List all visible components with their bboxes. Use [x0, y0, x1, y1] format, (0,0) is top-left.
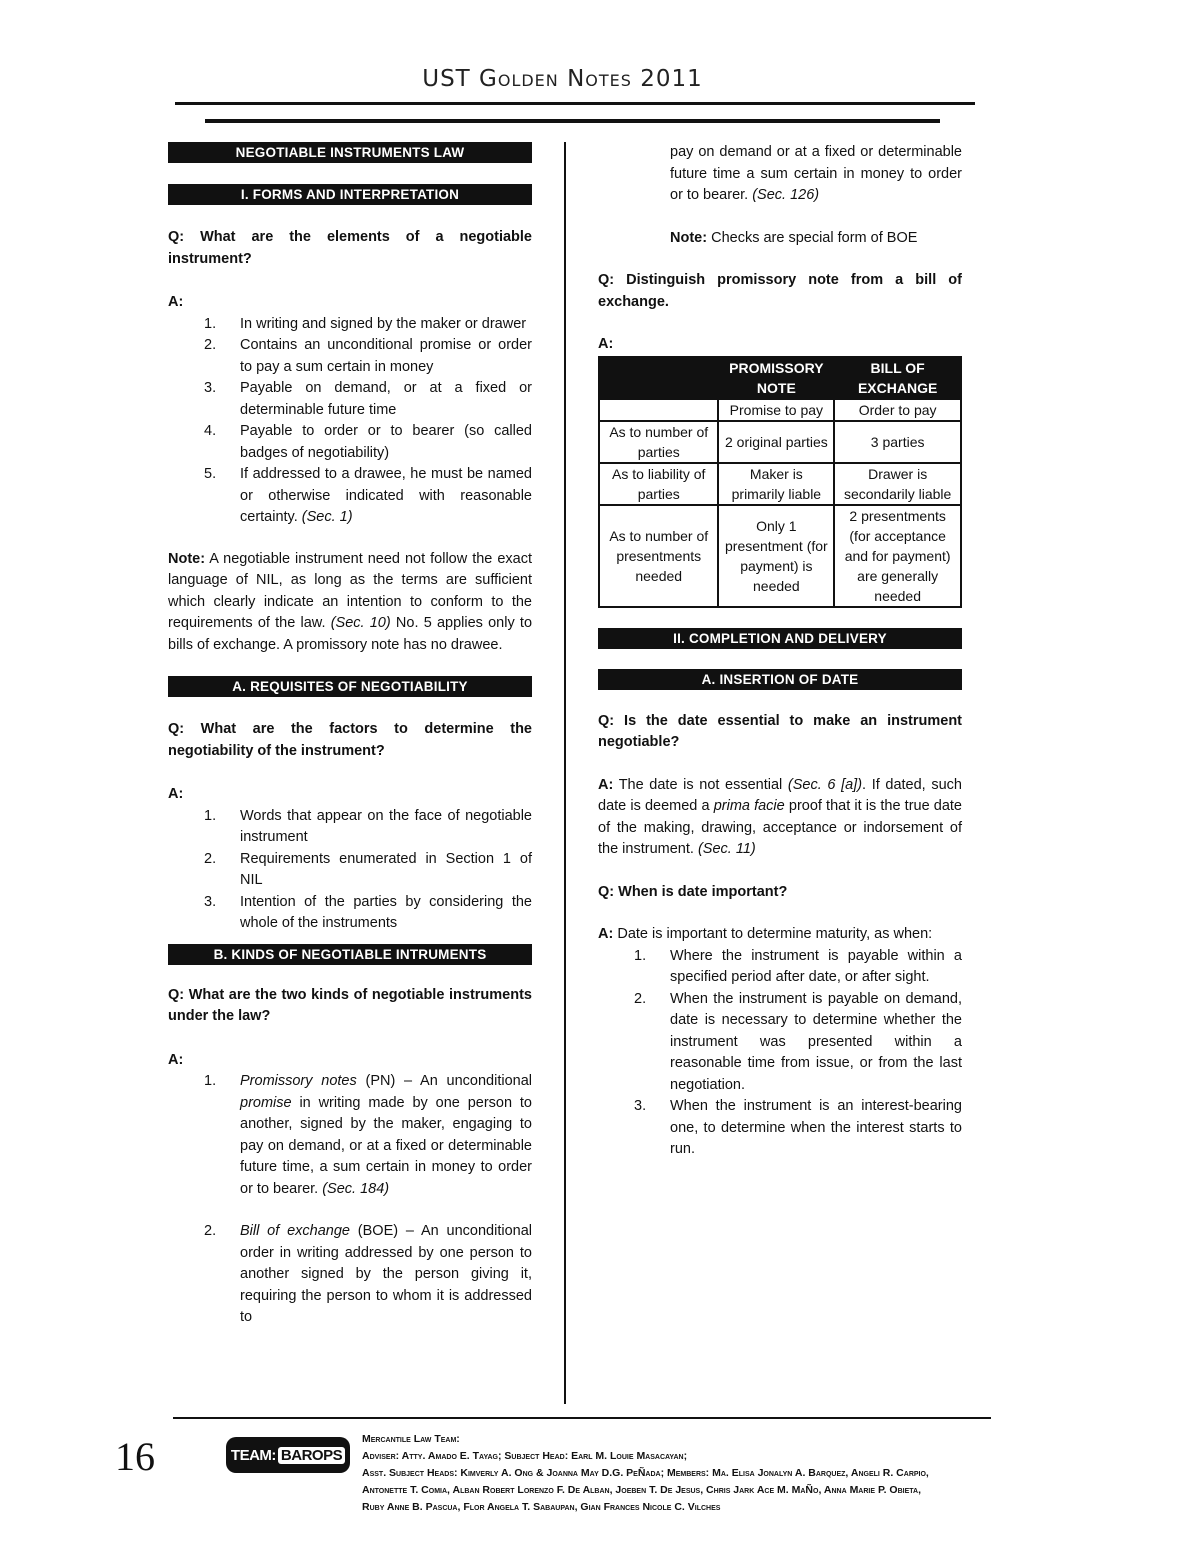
- kinds-list: [168, 1071, 532, 1329]
- boe-continuation: pay on demand or at a fixed or determinable future time a sum certain in money to order or to bearer. (Sec. 126): [670, 144, 962, 203]
- table-cell: 2 presentments (for acceptance and for payment) are generally needed: [834, 505, 961, 607]
- section-bar-requisites: A. REQUISITES OF NEGOTIABILITY: [168, 676, 532, 697]
- table-cell: As to number of parties: [599, 421, 718, 463]
- table-header-cell: BILL OF EXCHANGE: [834, 357, 961, 399]
- section-bar-kinds: B. KINDS OF NEGOTIABLE INTRUMENTS: [168, 944, 532, 965]
- table-cell: Promise to pay: [718, 399, 834, 421]
- answer-label: A:: [598, 336, 614, 352]
- table-cell: Order to pay: [834, 399, 961, 421]
- list-item: 2. Bill of exchange (BOE) – An unconditional order in writing addressed by one person to another signed by the person giving it, requiring the person to whom it is addressed to: [204, 1223, 532, 1325]
- question-distinguish: Q: Distinguish promissory note from a bill of exchange.: [598, 272, 962, 310]
- credits-line: Mercantile Law Team:: [362, 1433, 460, 1445]
- table-row: [599, 463, 961, 505]
- table-cell: As to number of presentments needed: [599, 505, 718, 607]
- credits-line: Ruby Anne B. Pascua, Flor Angela T. Sabaupan, Gian Frances Nicole C. Vilches: [362, 1501, 721, 1513]
- list-item: 1. Promissory notes (PN) – An unconditional promise in writing made by one person to another, signed by the maker, engaging to pay on demand, or at a fixed or determinable future time, a sum certain in money to order or to bearer. (Sec. 184): [204, 1073, 532, 1197]
- list-item: 3. When the instrument is an interest-bearing one, to determine when the interest starts to run.: [634, 1098, 962, 1157]
- section-bar-completion: II. COMPLETION AND DELIVERY: [598, 628, 962, 649]
- question-factors: Q: What are the factors to determine the negotiability of the instrument?: [168, 721, 532, 759]
- right-column: [598, 142, 962, 1161]
- answer-label: A:: [168, 786, 184, 802]
- list-item: 1. In writing and signed by the maker or drawer: [204, 315, 527, 332]
- section-bar-insertion: A. INSERTION OF DATE: [598, 669, 962, 690]
- table-row: [599, 399, 961, 421]
- header-rule-bottom: [205, 119, 940, 123]
- table-cell: Maker is primarily liable: [718, 463, 834, 505]
- comparison-table: [598, 356, 962, 608]
- table-header-row: [599, 357, 961, 399]
- note-checks: Note: Checks are special form of BOE: [670, 229, 918, 246]
- header-rule-top: [175, 102, 975, 105]
- list-item: 5. If addressed to a drawee, he must be named or otherwise indicated with reasonable certainty. (Sec. 1): [204, 466, 532, 525]
- table-row: [599, 421, 961, 463]
- credits-line: Adviser: Atty. Amado E. Tayag; Subject Head: Earl M. Louie Masacayan;: [362, 1450, 688, 1462]
- table-cell: Drawer is secondarily liable: [834, 463, 961, 505]
- list-item: 2. Requirements enumerated in Section 1 of NIL: [204, 850, 532, 888]
- question-date-important: Q: When is date important?: [598, 883, 788, 900]
- team-barops-logo: TEAM: BAROPS: [226, 1437, 350, 1473]
- elements-list: [168, 314, 532, 529]
- section-bar-nil: NEGOTIABLE INSTRUMENTS LAW: [168, 142, 532, 163]
- credits-line: Asst. Subject Heads: Kimverly A. Ong & Joanna May D.G. PeÑada; Members: Ma. Elisa Jonalyn A. Barquez, Angeli R. Carpio,: [362, 1467, 929, 1479]
- answer-date-important: A: Date is important to determine maturity, as when:: [598, 926, 933, 942]
- table-cell: As to liability of parties: [599, 463, 718, 505]
- list-item: 2. Contains an unconditional promise or order to pay a sum certain in money: [204, 337, 532, 375]
- citation: (Sec. 1): [301, 509, 353, 525]
- list-item: 1. Words that appear on the face of negotiable instrument: [204, 807, 532, 845]
- question-elements: Q: What are the elements of a negotiable instrument?: [168, 229, 532, 267]
- question-date-essential: Q: Is the date essential to make an instrument negotiable?: [598, 712, 962, 750]
- footer-rule: [173, 1417, 991, 1419]
- left-column: [168, 142, 532, 1329]
- table-cell: Only 1 presentment (for payment) is needed: [718, 505, 834, 607]
- table-header-cell: [599, 357, 718, 399]
- table-cell: 3 parties: [834, 421, 961, 463]
- table-header-cell: PROMISSORY NOTE: [718, 357, 834, 399]
- note-paragraph: Note: A negotiable instrument need not follow the exact language of NIL, as long as the terms are sufficient which clearly indicate an intention to conform to the requirements of the law. (Sec. 10) No. 5 applies only to bills of exchange. A promissory note has no drawee.: [168, 550, 533, 653]
- column-divider: [564, 142, 566, 1404]
- table-row: [599, 505, 961, 607]
- credits-line: Antonette T. Comia, Alban Robert Lorenzo F. De Alban, Joeben T. De Jesus, Chris Jark Ace M. MaÑo, Anna Marie P. Obieta,: [362, 1484, 922, 1496]
- answer-date-essential: A: The date is not essential (Sec. 6 [a]). If dated, such date is deemed a prima facie proof that it is the true date of the making, drawing, acceptance or indorsement of the instrument. (Sec. 11): [598, 776, 962, 857]
- list-item: 2. When the instrument is payable on demand, date is necessary to determine whether the instrument was presented within a reasonable time from issue, or from the last negotiation.: [634, 990, 962, 1093]
- running-header-title: UST Golden Notes 2011: [422, 66, 703, 92]
- list-item: 4. Payable to order or to bearer (so called badges of negotiability): [204, 423, 532, 461]
- list-item: 3. Payable on demand, or at a fixed or determinable future time: [204, 380, 532, 418]
- answer-label: A:: [168, 294, 184, 310]
- question-kinds: Q: What are the two kinds of negotiable instruments under the law?: [168, 986, 532, 1024]
- table-cell: [599, 399, 718, 421]
- date-list: [598, 946, 962, 1161]
- table-cell: 2 original parties: [718, 421, 834, 463]
- section-bar-forms: I. FORMS AND INTERPRETATION: [168, 184, 532, 205]
- page-number: 16: [115, 1434, 155, 1479]
- list-item: 1. Where the instrument is payable within a specified period after date, or after sight.: [634, 947, 962, 985]
- team-credits: [362, 1431, 1022, 1516]
- factors-list: [168, 806, 532, 935]
- answer-label: A:: [168, 1051, 184, 1068]
- list-item: 3. Intention of the parties by considering the whole of the instruments: [204, 893, 532, 931]
